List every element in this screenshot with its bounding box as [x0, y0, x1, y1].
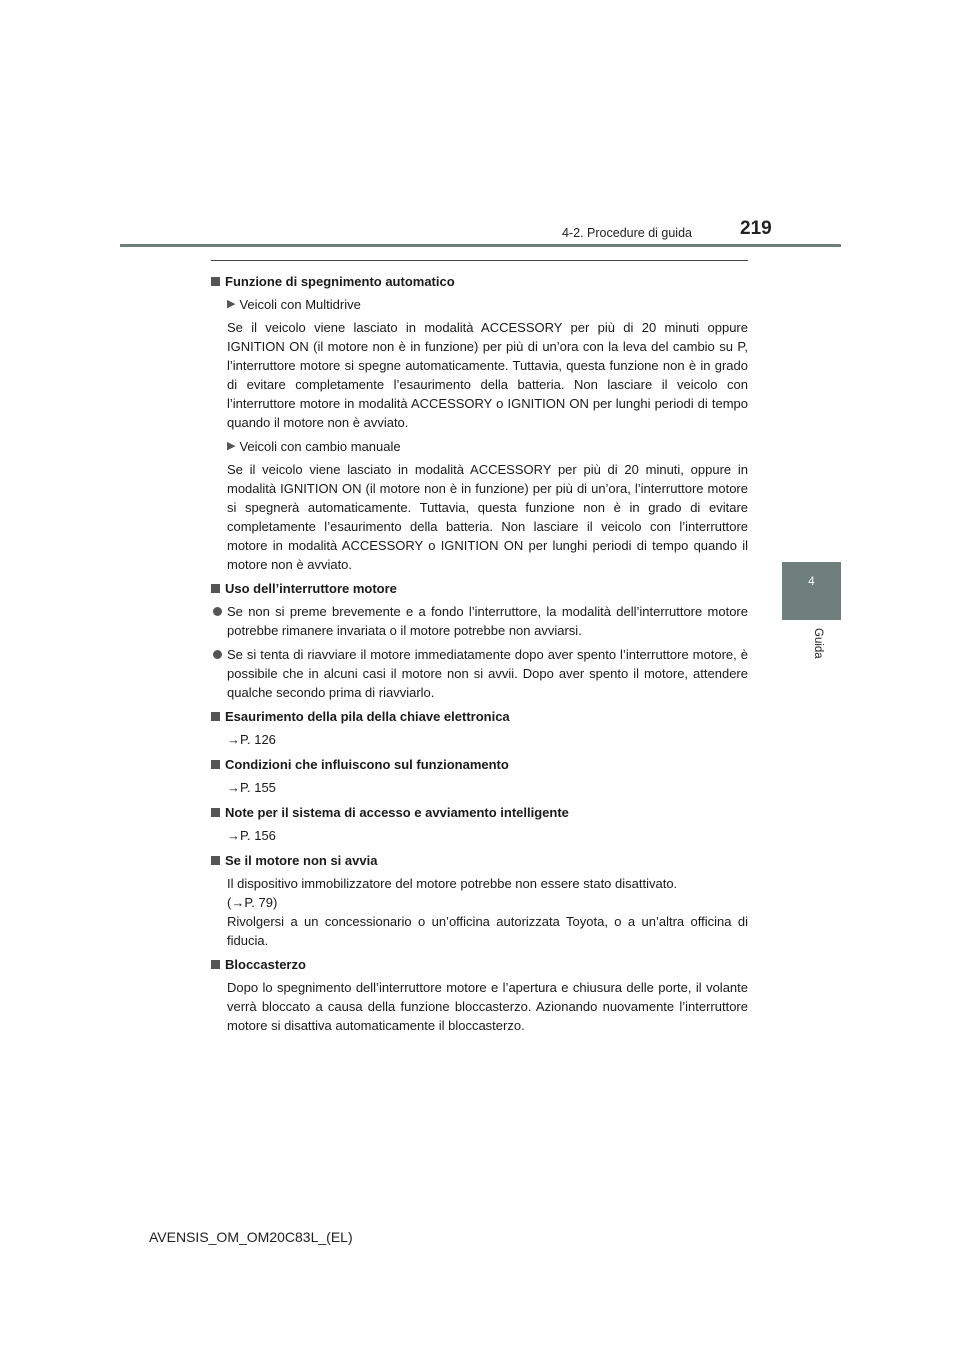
round-bullet-icon	[213, 650, 222, 659]
section-heading-notes	[211, 803, 748, 822]
paragraph: Il dispositivo immobilizzatore del motore potrebbe non essere stato disattivato.	[227, 876, 678, 891]
round-bullet-icon	[213, 607, 222, 616]
document-code: AVENSIS_OM_OM20C83L_(EL)	[149, 1229, 353, 1245]
section-heading-steering-lock	[211, 955, 748, 974]
list-item	[211, 602, 748, 640]
square-bullet-icon	[211, 960, 220, 969]
paragraph: Se il veicolo viene lasciato in modalità ACCESSORY per più di 20 minuti oppure IGNITION ON (il motore non è in funzione) per più di un’ora con la leva del cambio su P, l’interruttore motore si spegne automaticamente. Tuttavia, questa funzione non è in grado di evitare completamente l’esaurimento della batteria. Non lasciare il veicolo con l’interruttore motore in modalità ACCESSORY o IGNITION ON per lunghi periodi di tempo quando il motore non è avviato.	[227, 320, 748, 430]
page-number: 219	[740, 218, 772, 239]
subheading-manual	[227, 437, 748, 456]
list-item-text: Se si tenta di riavviare il motore immediatamente dopo aver spento l’interruttore motore, è possibile che in alcuni casi il motore non si avvii. Dopo aver spento il motore, attendere qualche secondo prima di riavviarlo.	[227, 647, 748, 700]
square-bullet-icon	[211, 712, 220, 721]
chapter-number: 4	[808, 576, 815, 588]
square-bullet-icon	[211, 277, 220, 286]
page-reference: →P. 126	[227, 732, 276, 747]
section-heading-key-battery	[211, 707, 748, 726]
square-bullet-icon	[211, 584, 220, 593]
list-item-text: Se non si preme brevemente e a fondo l’interruttore, la modalità dell’interruttore motore potrebbe rimanere invariata o il motore potrebbe non avviarsi.	[227, 604, 748, 638]
heading-text: Esaurimento della pila della chiave elettronica	[225, 709, 510, 724]
list-item	[211, 645, 748, 702]
square-bullet-icon	[211, 760, 220, 769]
heading-text: Funzione di spegnimento automatico	[225, 274, 455, 289]
chapter-label: Guida	[812, 628, 824, 659]
page-reference: →P. 155	[227, 780, 276, 795]
section-heading-conditions	[211, 755, 748, 774]
section-heading-switch-use	[211, 579, 748, 598]
square-bullet-icon	[211, 856, 220, 865]
square-bullet-icon	[211, 808, 220, 817]
page-content	[211, 267, 748, 1040]
paragraph: Dopo lo spegnimento dell’interruttore motore e l’apertura e chiusura delle porte, il volante verrà bloccato a causa della funzione bloccasterzo. Azionando nuovamente l’interruttore motore si disattiva automaticamente il bloccasterzo.	[227, 980, 748, 1033]
chapter-tab	[782, 562, 841, 620]
section-heading-auto-off	[211, 272, 748, 291]
heading-text: Bloccasterzo	[225, 957, 306, 972]
page-reference: →P. 156	[227, 828, 276, 843]
subheading-multidrive	[227, 295, 748, 314]
running-header: 4-2. Procedure di guida	[562, 226, 692, 240]
header-rule	[120, 244, 841, 247]
paragraph: Rivolgersi a un concessionario o un’officina autorizzata Toyota, o a un’altra officina di fiducia.	[227, 914, 748, 948]
heading-text: Condizioni che influiscono sul funzionamento	[225, 757, 509, 772]
page-reference: (→P. 79)	[227, 895, 278, 910]
section-heading-no-start	[211, 851, 748, 870]
subheading-text: Veicoli con Multidrive	[239, 297, 361, 312]
triangle-right-icon: ▶	[227, 298, 236, 310]
heading-text: Note per il sistema di accesso e avviamento intelligente	[225, 805, 569, 820]
triangle-right-icon: ▶	[227, 440, 236, 452]
paragraph: Se il veicolo viene lasciato in modalità ACCESSORY per più di 20 minuti, oppure in modalità IGNITION ON (il motore non è in funzione) per più di un’ora, l’interruttore motore si spegnerà automaticamente. Tuttavia, questa funzione non è in grado di evitare completamente l’esaurimento della batteria. Non lasciare il veicolo con l’interruttore motore in modalità ACCESSORY o IGNITION ON per lunghi periodi di tempo quando il motore non è avviato.	[227, 462, 748, 572]
heading-text: Se il motore non si avvia	[225, 853, 378, 868]
content-top-rule	[211, 260, 748, 261]
heading-text: Uso dell’interruttore motore	[225, 581, 397, 596]
subheading-text: Veicoli con cambio manuale	[239, 439, 401, 454]
